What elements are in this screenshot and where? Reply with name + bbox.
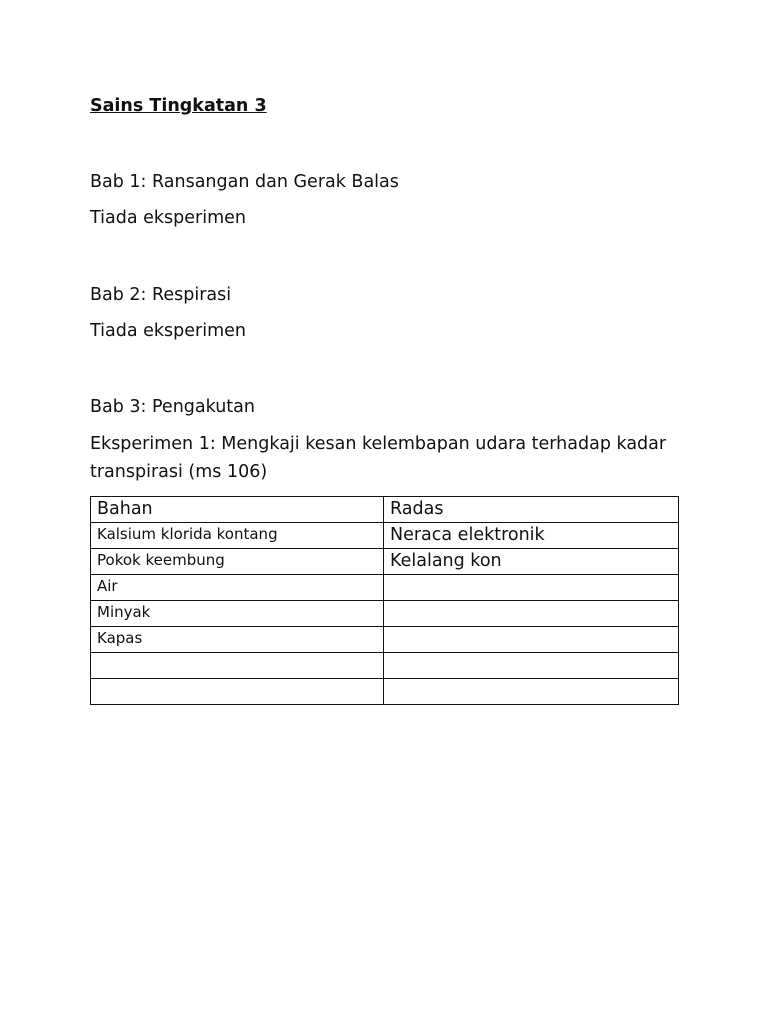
table-header-bahan: Bahan xyxy=(91,497,384,523)
table-cell-radas xyxy=(384,575,679,601)
table-row xyxy=(91,601,679,627)
chapter-3-heading: Bab 3: Pengakutan xyxy=(90,397,255,417)
table-row xyxy=(91,549,679,575)
table-cell-bahan: Minyak xyxy=(91,601,384,627)
table-row xyxy=(91,627,679,653)
chapter-2-note: Tiada eksperimen xyxy=(90,321,246,341)
chapter-1-heading: Bab 1: Ransangan dan Gerak Balas xyxy=(90,172,399,192)
table-header-row xyxy=(91,497,679,523)
table-row xyxy=(91,679,679,705)
chapter-1-note: Tiada eksperimen xyxy=(90,208,246,228)
document-title: Sains Tingkatan 3 xyxy=(90,96,267,116)
table-cell-bahan: Air xyxy=(91,575,384,601)
table-cell-bahan xyxy=(91,653,384,679)
experiment-title: Eksperimen 1: Mengkaji kesan kelembapan udara terhadap kadar transpirasi (ms 106) xyxy=(90,434,667,482)
table-cell-bahan: Kapas xyxy=(91,627,384,653)
table-row xyxy=(91,523,679,549)
table-header-radas: Radas xyxy=(384,497,679,523)
table-cell-radas xyxy=(384,627,679,653)
table-cell-bahan xyxy=(91,679,384,705)
table-cell-radas xyxy=(384,601,679,627)
table-cell-radas: Kelalang kon xyxy=(384,549,679,575)
table-cell-radas: Neraca elektronik xyxy=(384,523,679,549)
chapter-2-heading: Bab 2: Respirasi xyxy=(90,285,232,305)
table-cell-bahan: Pokok keembung xyxy=(91,549,384,575)
table-cell-radas xyxy=(384,679,679,705)
table-cell-bahan: Kalsium klorida kontang xyxy=(91,523,384,549)
materials-apparatus-table xyxy=(90,496,679,705)
table-row xyxy=(91,575,679,601)
table-row xyxy=(91,653,679,679)
table-cell-radas xyxy=(384,653,679,679)
